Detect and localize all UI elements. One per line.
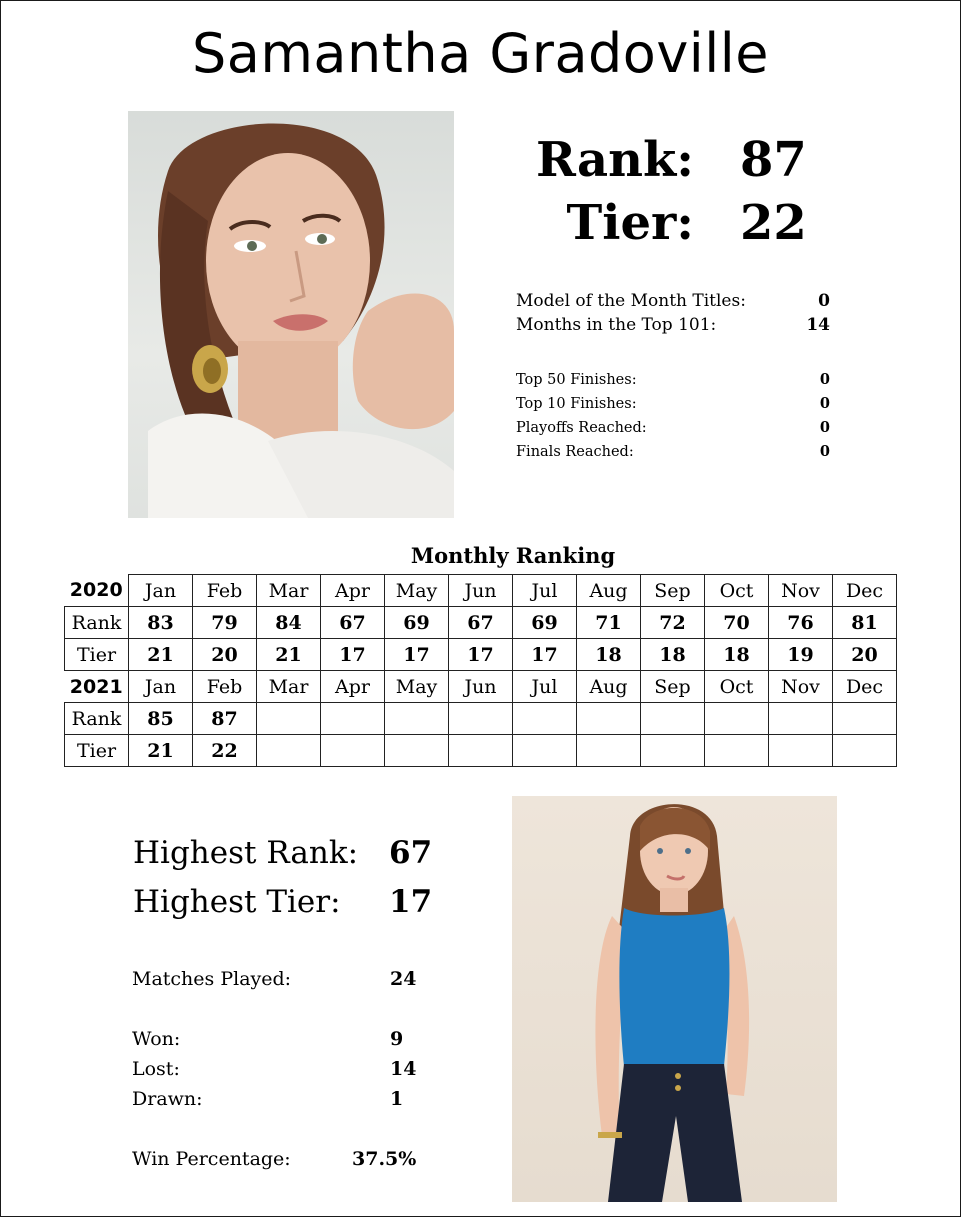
table-row-tier — [65, 639, 897, 671]
rank-cell — [577, 703, 641, 735]
current-tier-label: Tier: — [566, 195, 694, 251]
table-row-months — [65, 671, 897, 703]
rank-cell: 85 — [129, 703, 193, 735]
year-label: 2021 — [69, 675, 123, 698]
stat-value: 0 — [818, 291, 830, 311]
tier-cell — [641, 735, 705, 767]
month-header: Jan — [129, 671, 193, 703]
page-title: Samantha Gradoville — [191, 22, 770, 85]
month-header: Feb — [193, 671, 257, 703]
tier-cell — [257, 735, 321, 767]
month-header: Sep — [641, 575, 705, 607]
month-header: Apr — [321, 575, 385, 607]
highest-tier-value: 17 — [389, 884, 433, 920]
month-header: Jan — [129, 575, 193, 607]
tier-cell: 17 — [385, 639, 449, 671]
tier-cell — [385, 735, 449, 767]
table-row-rank — [65, 703, 897, 735]
tier-cell: 21 — [257, 639, 321, 671]
month-header: Sep — [641, 671, 705, 703]
month-header: Nov — [769, 671, 833, 703]
rank-cell: 83 — [129, 607, 193, 639]
table-row-tier — [65, 735, 897, 767]
month-header: Apr — [321, 671, 385, 703]
matches-lost-label: Lost: — [132, 1058, 180, 1080]
row-label: Tier — [65, 735, 129, 767]
matches-played-value: 24 — [390, 968, 417, 990]
rank-cell: 87 — [193, 703, 257, 735]
rank-cell: 67 — [321, 607, 385, 639]
month-header: Dec — [833, 671, 897, 703]
matches-won-value: 9 — [390, 1028, 404, 1050]
tier-cell — [513, 735, 577, 767]
rank-cell — [833, 703, 897, 735]
portrait-photo — [128, 111, 454, 518]
stat-value: 14 — [806, 315, 830, 335]
full-body-photo — [512, 796, 837, 1202]
stat-label: Model of the Month Titles: — [516, 291, 746, 311]
win-percentage-label: Win Percentage: — [132, 1148, 291, 1170]
stat-label: Finals Reached: — [516, 444, 634, 460]
month-header: Mar — [257, 671, 321, 703]
month-header: May — [385, 671, 449, 703]
matches-won-label: Won: — [132, 1028, 181, 1050]
stat-value: 0 — [819, 395, 830, 412]
rank-cell — [385, 703, 449, 735]
monthly-ranking-table — [64, 574, 897, 767]
highest-rank-label: Highest Rank: — [133, 835, 359, 871]
monthly-ranking-title: Monthly Ranking — [410, 543, 616, 568]
month-header: Jul — [513, 671, 577, 703]
row-label: Rank — [65, 703, 129, 735]
rank-cell: 81 — [833, 607, 897, 639]
stat-value: 0 — [819, 443, 830, 460]
tier-cell — [321, 735, 385, 767]
matches-drawn-label: Drawn: — [132, 1088, 203, 1110]
rank-cell: 69 — [513, 607, 577, 639]
current-tier-value: 22 — [740, 195, 807, 251]
rank-cell — [321, 703, 385, 735]
stat-label: Months in the Top 101: — [516, 315, 717, 335]
stat-label: Playoffs Reached: — [516, 420, 647, 436]
tier-cell — [705, 735, 769, 767]
month-header: Aug — [577, 575, 641, 607]
row-label: Rank — [65, 607, 129, 639]
year-label: 2020 — [69, 579, 123, 602]
month-header: Jun — [449, 671, 513, 703]
tier-cell: 22 — [193, 735, 257, 767]
month-header: Oct — [705, 671, 769, 703]
tier-cell: 18 — [577, 639, 641, 671]
rank-cell: 84 — [257, 607, 321, 639]
tier-cell: 17 — [321, 639, 385, 671]
rank-cell: 67 — [449, 607, 513, 639]
month-header: Mar — [257, 575, 321, 607]
rank-cell — [449, 703, 513, 735]
portrait-illustration — [128, 111, 454, 518]
table-row-months — [65, 575, 897, 607]
rank-cell — [257, 703, 321, 735]
matches-drawn-value: 1 — [390, 1088, 404, 1110]
rank-cell: 70 — [705, 607, 769, 639]
month-header: Oct — [705, 575, 769, 607]
tier-cell: 21 — [129, 735, 193, 767]
table-row-rank — [65, 607, 897, 639]
win-percentage-value: 37.5% — [352, 1148, 417, 1170]
tier-cell: 21 — [129, 639, 193, 671]
current-rank-value: 87 — [740, 132, 807, 188]
tier-cell — [577, 735, 641, 767]
month-header: Feb — [193, 575, 257, 607]
tier-cell: 17 — [513, 639, 577, 671]
tier-cell: 18 — [705, 639, 769, 671]
month-header: Aug — [577, 671, 641, 703]
rank-cell — [705, 703, 769, 735]
tier-cell — [769, 735, 833, 767]
tier-cell: 20 — [833, 639, 897, 671]
stat-label: Top 50 Finishes: — [516, 372, 637, 388]
row-label: Tier — [65, 639, 129, 671]
stat-label: Top 10 Finishes: — [516, 396, 637, 412]
matches-played-label: Matches Played: — [132, 968, 292, 990]
rank-cell: 69 — [385, 607, 449, 639]
rank-cell: 79 — [193, 607, 257, 639]
stat-value: 0 — [819, 419, 830, 436]
matches-lost-value: 14 — [390, 1058, 417, 1080]
rank-cell: 71 — [577, 607, 641, 639]
tier-cell: 17 — [449, 639, 513, 671]
month-header: Jul — [513, 575, 577, 607]
highest-rank-value: 67 — [389, 835, 433, 871]
rank-cell: 72 — [641, 607, 705, 639]
rank-cell — [641, 703, 705, 735]
rank-cell — [769, 703, 833, 735]
month-header: Dec — [833, 575, 897, 607]
tier-cell: 19 — [769, 639, 833, 671]
month-header: Nov — [769, 575, 833, 607]
tier-cell: 18 — [641, 639, 705, 671]
full-body-illustration — [512, 796, 837, 1202]
rank-cell: 76 — [769, 607, 833, 639]
tier-cell — [833, 735, 897, 767]
rank-cell — [513, 703, 577, 735]
tier-cell: 20 — [193, 639, 257, 671]
month-header: May — [385, 575, 449, 607]
current-rank-label: Rank: — [536, 132, 694, 188]
tier-cell — [449, 735, 513, 767]
highest-tier-label: Highest Tier: — [133, 884, 341, 920]
month-header: Jun — [449, 575, 513, 607]
stat-value: 0 — [819, 371, 830, 388]
